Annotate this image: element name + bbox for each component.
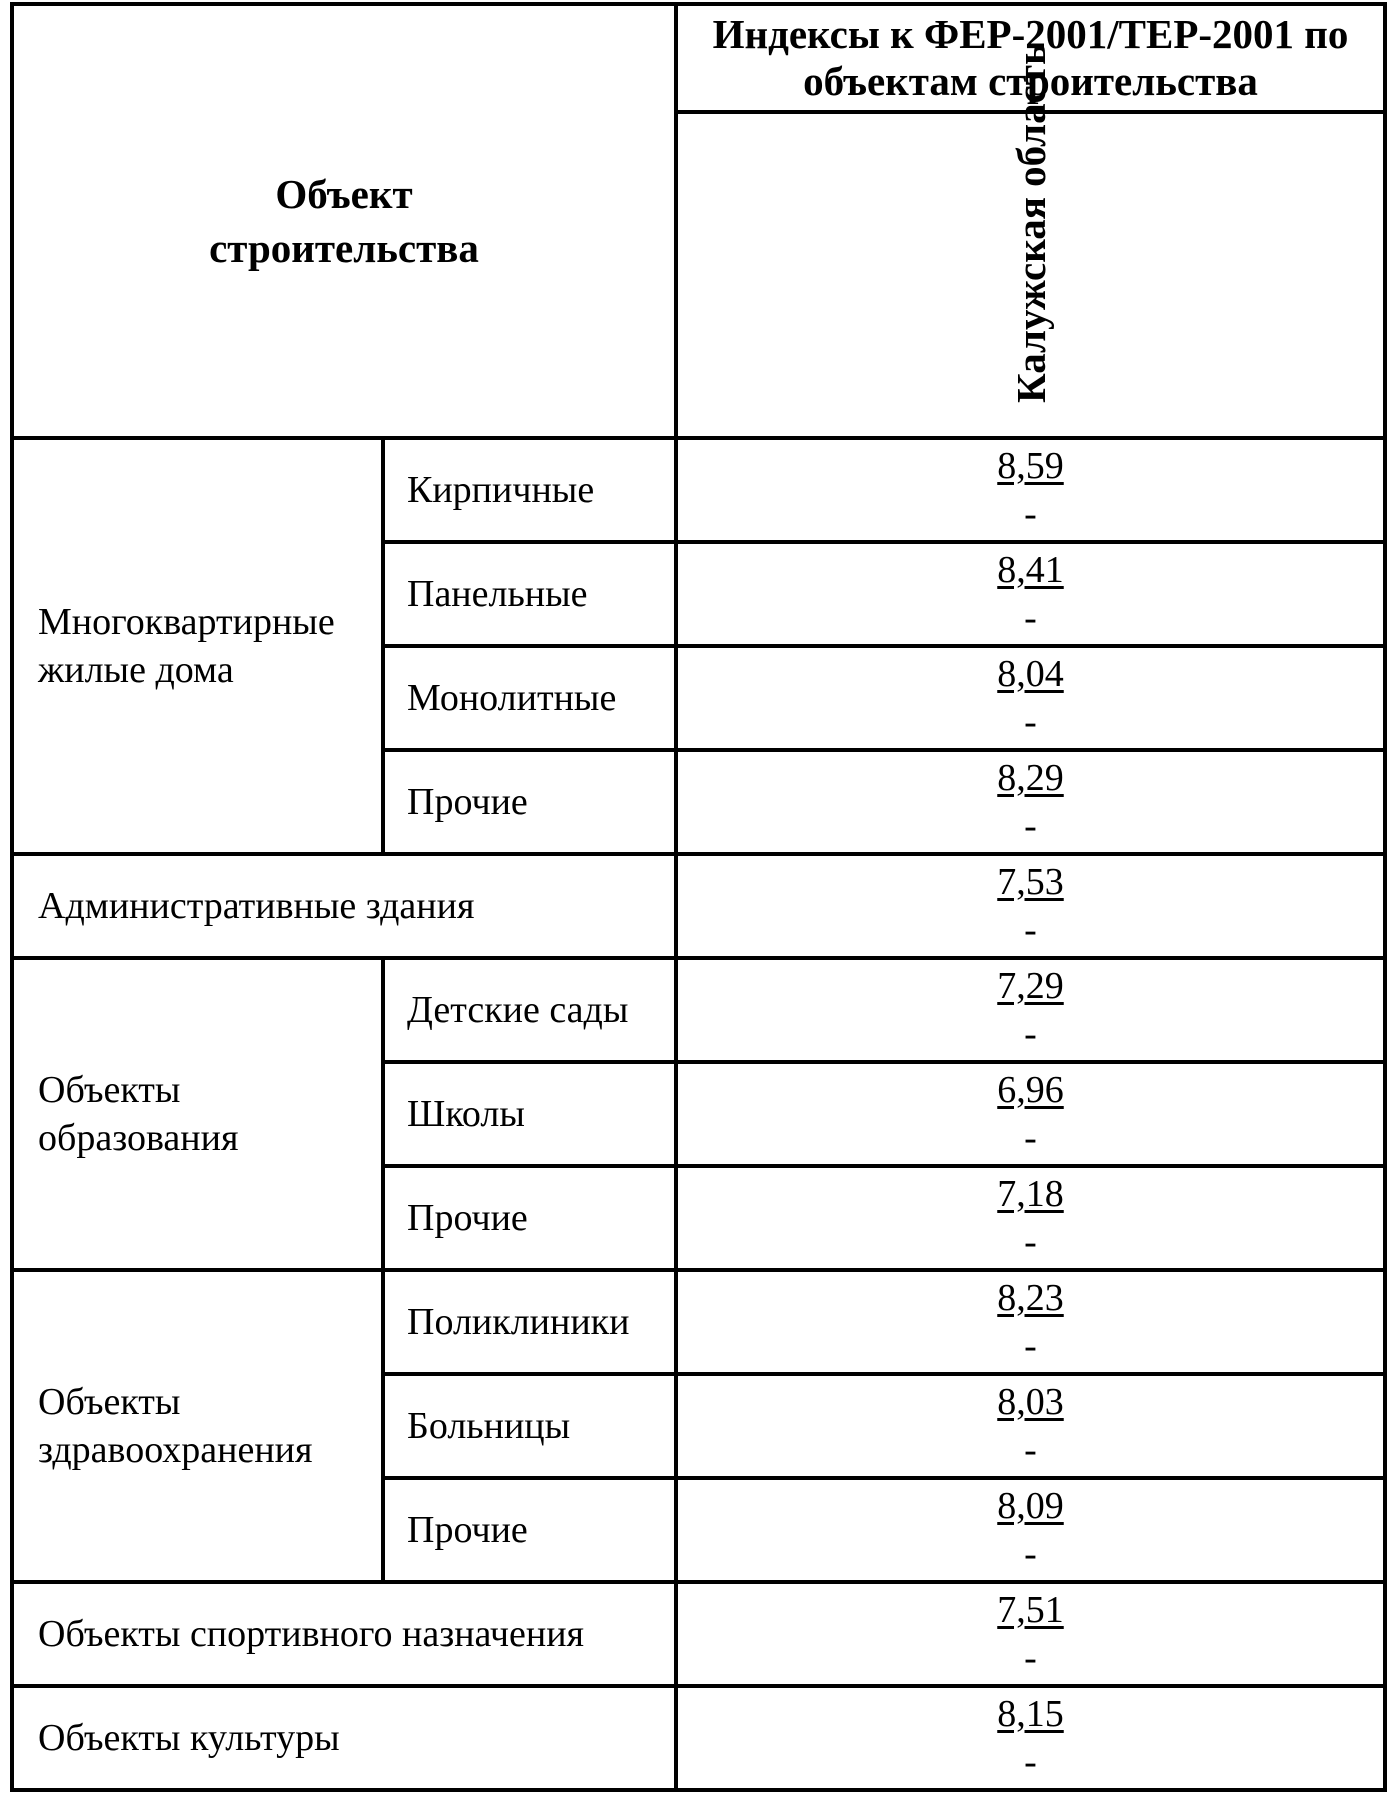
index-table	[10, 2, 1387, 1792]
index-second-value: -	[1024, 597, 1037, 639]
index-value: 8,59	[997, 445, 1064, 487]
index-second-value: -	[1024, 1533, 1037, 1575]
subcategory-label: Панельные	[407, 573, 588, 615]
index-second-value: -	[1024, 1221, 1037, 1263]
index-second-value: -	[1024, 1013, 1037, 1055]
group-label: Многоквартирные жилые дома	[38, 601, 335, 691]
index-second-value: -	[1024, 1117, 1037, 1159]
subcategory-cell	[383, 958, 676, 1062]
index-value: 8,41	[997, 549, 1064, 591]
subcategory-cell	[383, 1166, 676, 1270]
index-value: 8,04	[997, 653, 1064, 695]
index-value: 8,23	[997, 1277, 1064, 1319]
header-object-label: Объект строительства	[209, 171, 479, 271]
subcategory-label: Прочие	[407, 781, 528, 823]
subcategory-label: Поликлиники	[407, 1301, 630, 1343]
subcategory-cell	[383, 646, 676, 750]
group-cell	[12, 1270, 383, 1582]
subcategory-label: Больницы	[407, 1405, 571, 1447]
subcategory-cell	[383, 438, 676, 542]
group-cell	[12, 958, 383, 1270]
category-cell	[12, 1582, 676, 1686]
category-label: Административные здания	[38, 885, 475, 927]
header-object-cell	[12, 4, 676, 438]
index-second-value: -	[1024, 805, 1037, 847]
subcategory-label: Кирпичные	[407, 469, 595, 511]
index-value: 8,03	[997, 1381, 1064, 1423]
index-value: 7,53	[997, 861, 1064, 903]
value-cell	[676, 958, 1385, 1062]
index-second-value: -	[1024, 1429, 1037, 1471]
subcategory-label: Монолитные	[407, 677, 617, 719]
index-second-value: -	[1024, 1325, 1037, 1367]
category-label: Объекты спортивного назначения	[38, 1613, 585, 1655]
index-second-value: -	[1024, 701, 1037, 743]
index-value: 7,51	[997, 1589, 1064, 1631]
subcategory-label: Школы	[407, 1093, 525, 1135]
group-label: Объекты образования	[38, 1069, 239, 1159]
category-label: Объекты культуры	[38, 1717, 340, 1759]
subcategory-cell	[383, 750, 676, 854]
value-cell	[676, 750, 1385, 854]
value-cell	[676, 438, 1385, 542]
header-region-label: Калужская область	[1007, 42, 1054, 403]
subcategory-label: Детские сады	[407, 989, 629, 1031]
category-cell	[12, 854, 676, 958]
value-cell	[676, 854, 1385, 958]
index-second-value: -	[1024, 1741, 1037, 1783]
value-cell	[676, 542, 1385, 646]
index-value: 8,09	[997, 1485, 1064, 1527]
index-second-value: -	[1024, 493, 1037, 535]
group-label: Объекты здравоохранения	[38, 1381, 313, 1471]
index-value: 8,15	[997, 1693, 1064, 1735]
value-cell	[676, 646, 1385, 750]
index-value: 8,29	[997, 757, 1064, 799]
index-value: 7,18	[997, 1173, 1064, 1215]
value-cell	[676, 1374, 1385, 1478]
value-cell	[676, 1582, 1385, 1686]
subcategory-cell	[383, 1374, 676, 1478]
subcategory-cell	[383, 542, 676, 646]
subcategory-cell	[383, 1270, 676, 1374]
value-cell	[676, 1166, 1385, 1270]
subcategory-cell	[383, 1062, 676, 1166]
value-cell	[676, 1478, 1385, 1582]
subcategory-label: Прочие	[407, 1197, 528, 1239]
index-value: 7,29	[997, 965, 1064, 1007]
index-second-value: -	[1024, 909, 1037, 951]
index-value: 6,96	[997, 1069, 1064, 1111]
value-cell	[676, 1270, 1385, 1374]
category-cell	[12, 1686, 676, 1790]
group-cell	[12, 438, 383, 854]
subcategory-label: Прочие	[407, 1509, 528, 1551]
value-cell	[676, 1062, 1385, 1166]
index-second-value: -	[1024, 1637, 1037, 1679]
header-indices-label: Индексы к ФЕР-2001/ТЕР-2001 по объектам строительства	[712, 11, 1349, 104]
value-cell	[676, 1686, 1385, 1790]
subcategory-cell	[383, 1478, 676, 1582]
